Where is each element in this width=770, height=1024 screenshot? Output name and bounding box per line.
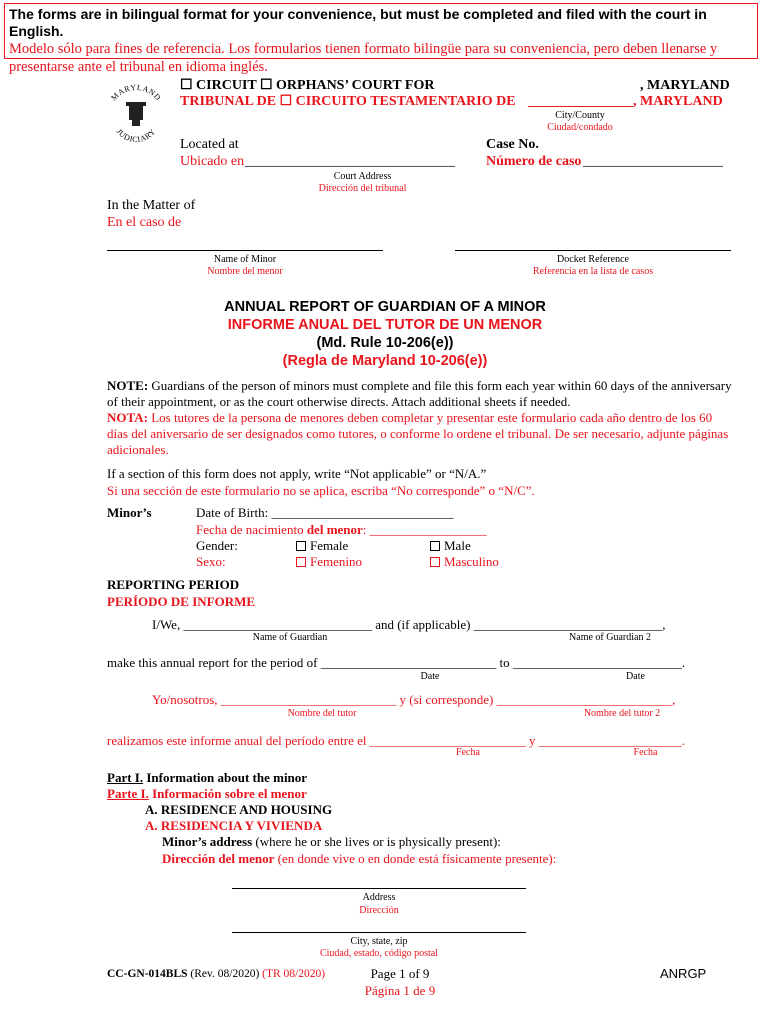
maryland-judiciary-seal xyxy=(104,82,168,148)
city-state-zip-caption-es: Ciudad, estado, código postal xyxy=(319,948,439,959)
tutor-name-caption: Nombre del tutor xyxy=(287,708,357,719)
case-number-label-es: Número de caso xyxy=(486,154,582,169)
docket-reference-field[interactable] xyxy=(455,250,731,251)
date-of-birth-field[interactable]: Date of Birth: ____________________________ xyxy=(196,505,454,520)
court-address-caption-es: Dirección del tribunal xyxy=(318,183,407,194)
male-checkbox-es[interactable]: Masculino xyxy=(430,554,499,570)
checkbox-icon[interactable] xyxy=(430,557,440,567)
minor-name-field[interactable] xyxy=(107,250,383,251)
address-caption-es: Dirección xyxy=(359,905,399,916)
court-type-line: ☐ CIRCUIT ☐ ORPHANS’ COURT FOR xyxy=(180,78,435,93)
page-number: Page 1 of 9 xyxy=(370,966,430,981)
court-state-es: _______________, MARYLAND xyxy=(528,94,723,109)
tutor2-name-caption: Nombre del tutor 2 xyxy=(583,708,661,719)
svg-text:JUDICIARY xyxy=(115,127,158,144)
city-state-zip-field[interactable] xyxy=(232,932,526,933)
minor-name-caption-es: Nombre del menor xyxy=(207,266,283,277)
banner-spanish: Modelo sólo para fines de referencia. Los formularios tienen formato bilingüe para su conveniencia, pero deben llenarse y presentarse ante el tribunal en idioma inglés. xyxy=(9,41,718,75)
end-date-caption: Date xyxy=(626,671,645,682)
checkbox-icon[interactable] xyxy=(296,557,306,567)
note-en: NOTE: Guardians of the person of minors must complete and file this form each year within 60 days of the anniversary of their appointment, or as the court otherwise directs. Attach additional sheets if needed. xyxy=(107,378,732,409)
located-at-label: Located at xyxy=(180,137,239,152)
in-the-matter-label-es: En el caso de xyxy=(107,215,182,230)
case-number-label: Case No. xyxy=(486,137,539,152)
rule-reference-es: (Regla de Maryland 10-206(e)) xyxy=(282,353,488,369)
located-at-label-es: Ubicado en xyxy=(180,154,245,169)
fecha-caption-2: Fecha xyxy=(633,747,658,758)
city-state-zip-caption: City, state, zip xyxy=(350,936,408,947)
male-checkbox[interactable]: Male xyxy=(430,538,471,554)
city-county-label: City/County xyxy=(555,110,605,121)
seal-bottom-text: JUDICIARY xyxy=(114,126,158,145)
checkbox-icon[interactable] xyxy=(430,541,440,551)
minors-label: Minor’s xyxy=(107,505,152,520)
in-the-matter-label: In the Matter of xyxy=(107,198,196,213)
guardian-names-line-es[interactable]: Yo/nosotros, ___________________________ y (si corresponde) ___________________________, xyxy=(152,692,676,707)
female-checkbox-es[interactable]: Femenino xyxy=(296,554,362,570)
minor-name-caption: Name of Minor xyxy=(213,254,277,265)
reporting-period-heading: REPORTING PERIOD xyxy=(107,577,240,592)
guardian2-name-caption: Name of Guardian 2 xyxy=(569,632,651,643)
rule-reference: (Md. Rule 10-206(e)) xyxy=(316,335,454,351)
seal-icon xyxy=(104,82,168,148)
svg-text:MARYLAND xyxy=(109,83,162,103)
docket-caption: Docket Reference xyxy=(557,254,629,265)
case-number-field[interactable]: ____________________ xyxy=(583,154,723,169)
form-code: ANRGP xyxy=(660,966,707,981)
address-caption: Address xyxy=(362,892,396,903)
seal-top-text: MARYLAND xyxy=(109,82,163,103)
residence-heading-es: A. RESIDENCIA Y VIVIENDA xyxy=(145,818,323,833)
address-field[interactable] xyxy=(232,888,526,889)
date-of-birth-field-es[interactable]: Fecha de nacimiento del menor: __________________ xyxy=(196,522,487,537)
gender-label-es: Sexo: xyxy=(196,554,226,569)
court-address-field[interactable]: ______________________________ xyxy=(245,154,455,169)
gender-label: Gender: xyxy=(196,538,238,553)
report-period-line-es[interactable]: realizamos este informe anual del período entre el ________________________ y ______________________. xyxy=(107,733,686,748)
court-type-line-es: TRIBUNAL DE ☐ CIRCUITO TESTAMENTARIO DE xyxy=(180,94,516,109)
court-state-en: , MARYLAND xyxy=(640,78,730,93)
note-es: NOTA: Los tutores de la persona de menores deben completar y presentar este formulario cada año dentro de los 60 días del aniversario de ser designados como tutores, o conforme lo ordene el tribunal. De ser necesario, adjunte páginas adicionales. xyxy=(107,410,729,457)
bilingual-notice-banner xyxy=(4,3,758,75)
fecha-caption-1: Fecha xyxy=(456,747,480,758)
reporting-period-heading-es: PERÍODO DE INFORME xyxy=(107,594,256,609)
form-title-es: INFORME ANUAL DEL TUTOR DE UN MENOR xyxy=(227,317,543,333)
guardian-names-line[interactable]: I/We, _____________________________ and (if applicable) _____________________________, xyxy=(152,617,666,632)
city-county-label-es: Ciudad/condado xyxy=(547,122,613,133)
female-checkbox[interactable]: Female xyxy=(296,538,348,554)
guardian-name-caption: Name of Guardian xyxy=(252,632,328,643)
part1-heading: Part I. Information about the minor xyxy=(107,770,308,785)
minor-address-label-es: Dirección del menor (en donde vive o en donde está físicamente presente): xyxy=(162,851,557,866)
part1-heading-es: Parte I. Información sobre el menor xyxy=(107,786,307,801)
checkbox-icon[interactable] xyxy=(296,541,306,551)
form-id: CC-GN-014BLS (Rev. 08/2020) (TR 08/2020) xyxy=(107,968,326,980)
not-applicable-instructions: If a section of this form does not apply, write “Not applicable” or “N/A.” xyxy=(107,466,487,481)
banner-english: The forms are in bilingual format for your convenience, but must be completed and filed with the court in English. xyxy=(9,6,707,39)
report-period-line[interactable]: make this annual report for the period of ___________________________ to __________________________. xyxy=(107,655,686,670)
residence-heading: A. RESIDENCE AND HOUSING xyxy=(145,802,333,817)
page-number-es: Página 1 de 9 xyxy=(364,983,436,998)
not-applicable-instructions-es: Si una sección de este formulario no se aplica, escriba “No corresponde” o “N/C”. xyxy=(107,483,535,498)
docket-caption-es: Referencia en la lista de casos xyxy=(532,266,654,277)
start-date-caption: Date xyxy=(420,671,440,682)
court-address-caption: Court Address xyxy=(333,171,392,182)
minor-address-label: Minor’s address (where he or she lives or is physically present): xyxy=(162,834,501,849)
form-title: ANNUAL REPORT OF GUARDIAN OF A MINOR xyxy=(224,299,546,315)
